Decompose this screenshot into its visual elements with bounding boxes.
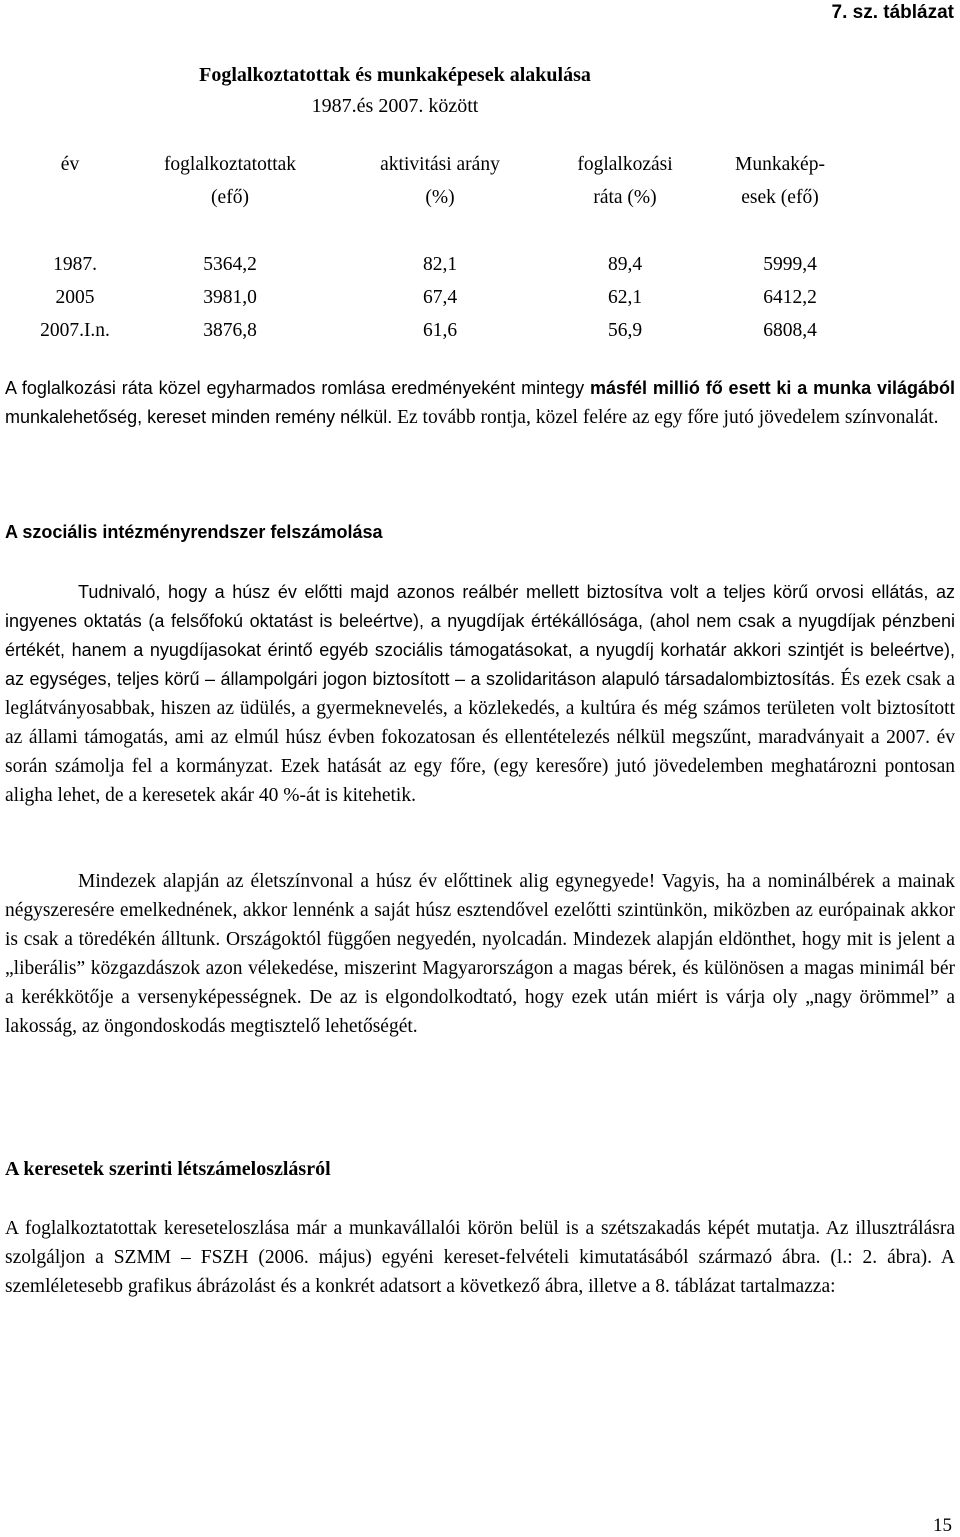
para1-text-3: Ez tovább rontja, közel felére az egy főre jutó jövedelem színvonalát. <box>392 407 939 428</box>
table-title-line1: Foglalkoztatottak és munkaképesek alakulása <box>199 64 591 86</box>
cell-employment-rate: 62,1 <box>607 287 643 308</box>
header-working-age: Munkakép- esek (efő) <box>735 154 825 208</box>
cell-year: 2005 <box>55 287 95 308</box>
cell-employed: 5364,2 <box>203 254 257 275</box>
paragraph-earnings-distribution: A foglalkoztatottak kereseteloszlása már a munkavállalói körön belül is a szétszakadás képét mutatja. Az illusztrálásra szolgáljon a SZMM – FSZH (2006. május) egyéni kereset-felvételi kimutatásából származó ábra. (l.: 2. ábra). A szemléletesebb grafikus ábrázolást és a konkrét adatsort a következő ábra, illetve a 8. táblázat tartalmazza: <box>5 1218 955 1297</box>
para1-text-2: munkalehetőség, kereset minden remény nélkül. <box>5 407 393 427</box>
cell-employment-rate: 89,4 <box>607 254 643 275</box>
para2-sans-text: Tudnivaló, hogy a húsz év előtti majd azonos reálbér mellett biztosítva volt a teljes körű orvosi ellátás, az ingyenes oktatás (a felsőfokú oktatást is beleértve), a nyugdíjak értékállósága, (ahol nem csak a nyugdíjak pénzbeni értékét, hanem a nyugdíjasokat érintő egyéb szociális támogatásokat, a nyugdíj korhatár akkori szintjét is beleértve), az egységes, teljes körű – állampolgári jogon biztosított – a szolidaritáson alapuló társadalombiztosítás. <box>5 582 955 689</box>
cell-year: 2007.I.n. <box>40 320 110 341</box>
cell-employed: 3876,8 <box>203 320 257 341</box>
header-employed: foglalkoztatottak (efő) <box>163 154 297 208</box>
para1-text: A foglalkozási ráta közel egyharmados romlása eredményeként mintegy <box>5 378 591 398</box>
paragraph-employment-rate <box>5 374 955 432</box>
table-number: 7. sz. táblázat <box>831 2 954 23</box>
section-heading-social: A szociális intézményrendszer felszámolása <box>5 522 383 542</box>
cell-working-age: 6808,4 <box>763 320 817 341</box>
paragraph-living-standard: Mindezek alapján az életszínvonal a húsz év előttinek alig egynegyede! Vagyis, ha a nominálbérek a mainak négyszeresére emelkednének, akkor lennénk a saját húsz esztendővel ezelőtti szintünkön, miközben az európainak akkor is csak a töredékén álltunk. Országoktól függően negyedén, nyolcadán. Mindezek alapján eldönthet, hogy mit is jelent a „liberális” közgazdászok azon vélekedése, miszerint Magyarországon a magas bérek, és különösen a magas minimál bér a kerékkötője a versenyképességnek. De az is elgondolkodtató, hogy ezek után miért is várja oly „nagy örömmel” a lakosság, az öngondoskodás megtisztelő lehetőségét. <box>5 871 955 1037</box>
cell-working-age: 6412,2 <box>763 287 817 308</box>
cell-working-age: 5999,4 <box>763 254 817 275</box>
table-title-line2: 1987.és 2007. között <box>311 95 479 117</box>
header-year: év <box>60 154 80 175</box>
cell-employment-rate: 56,9 <box>607 320 643 341</box>
para1-emphasis: másfél millió fő esett ki a munka világából <box>590 378 955 398</box>
table-row <box>0 281 960 314</box>
page-number: 15 <box>933 1515 952 1536</box>
cell-activity-rate: 61,6 <box>422 320 458 341</box>
header-activity-rate: aktivitási arány (%) <box>380 154 500 208</box>
table-title <box>0 60 790 122</box>
cell-activity-rate: 82,1 <box>422 254 458 275</box>
cell-year: 1987. <box>53 254 97 275</box>
para2-serif-text: És ezek csak a leglátványosabbak, hiszen az üdülés, a gyermeknevelés, a közlekedés, a kultúra és még számos területen volt biztosított az állami támogatás, ami az elmúl húsz évben fokozatosan és ellentételezés nélkül megszűnt, maradványait a 2007. év során számolja fel a kormányzat. Ezek hatását az egy főre, (egy keresőre) jutó jövedelemben meghatározni pontosan aligha lehet, de a keresetek akár 40 %-át is kitehetik. <box>5 669 955 806</box>
table-row <box>0 314 960 347</box>
table-row <box>0 248 960 281</box>
section-heading-earnings: A keresetek szerinti létszámeloszlásról <box>5 1158 331 1180</box>
cell-activity-rate: 67,4 <box>422 287 458 308</box>
header-employment-rate: foglalkozási ráta (%) <box>577 154 673 208</box>
paragraph-social-system <box>5 578 955 810</box>
cell-employed: 3981,0 <box>203 287 257 308</box>
